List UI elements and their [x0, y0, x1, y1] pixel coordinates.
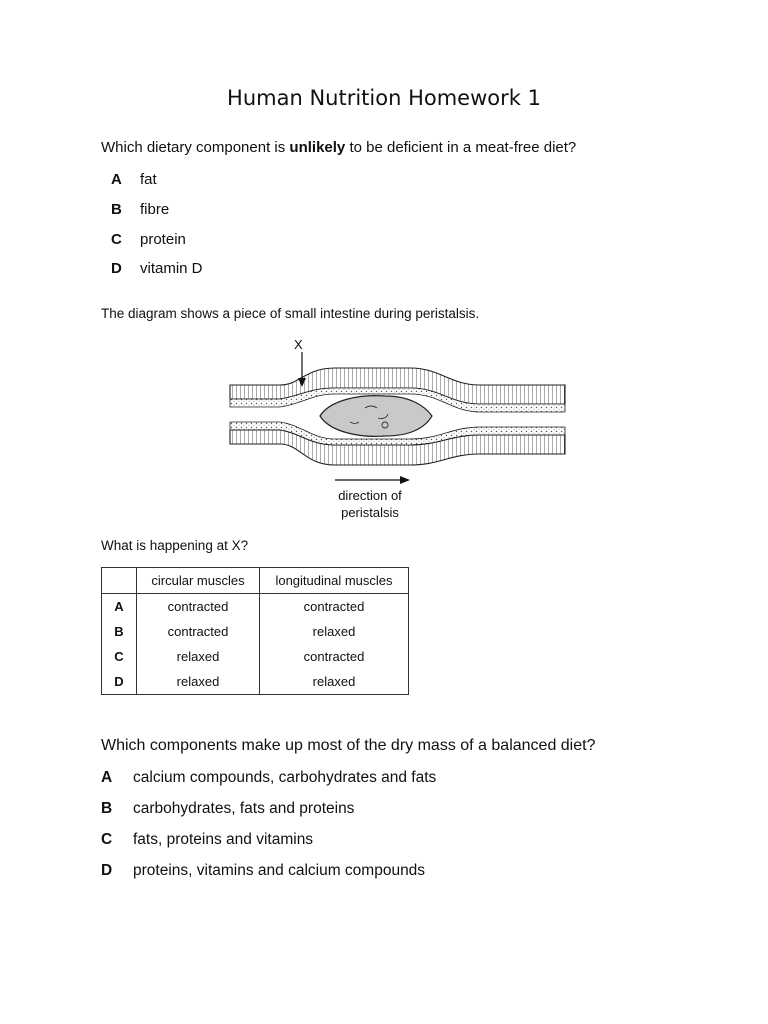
question-1-stem: Which dietary component is unlikely to be deficient in a meat-free diet?: [101, 139, 577, 156]
table-header-longitudinal: longitudinal muscles: [260, 568, 409, 594]
table-row[interactable]: D relaxed relaxed: [102, 669, 409, 695]
question-2-stem: What is happening at X?: [101, 538, 249, 553]
page-title: Human Nutrition Homework 1: [227, 86, 541, 110]
table-header-row: [102, 568, 409, 594]
table-row[interactable]: A contracted contracted: [102, 594, 409, 620]
table-row[interactable]: B contracted relaxed: [102, 619, 409, 644]
table-header-blank: [102, 568, 137, 594]
table-header-circular: circular muscles: [137, 568, 260, 594]
muscle-answer-table: [101, 567, 409, 695]
question-2-intro: The diagram shows a piece of small intestine during peristalsis.: [101, 306, 480, 321]
direction-label: direction of peristalsis: [338, 488, 402, 520]
emphasis-unlikely: unlikely: [289, 139, 346, 156]
marker-x-label: X: [294, 337, 303, 352]
intestine-diagram: [220, 330, 580, 530]
question-3-stem: Which components make up most of the dry mass of a balanced diet?: [101, 737, 596, 754]
table-row[interactable]: C relaxed contracted: [102, 644, 409, 669]
